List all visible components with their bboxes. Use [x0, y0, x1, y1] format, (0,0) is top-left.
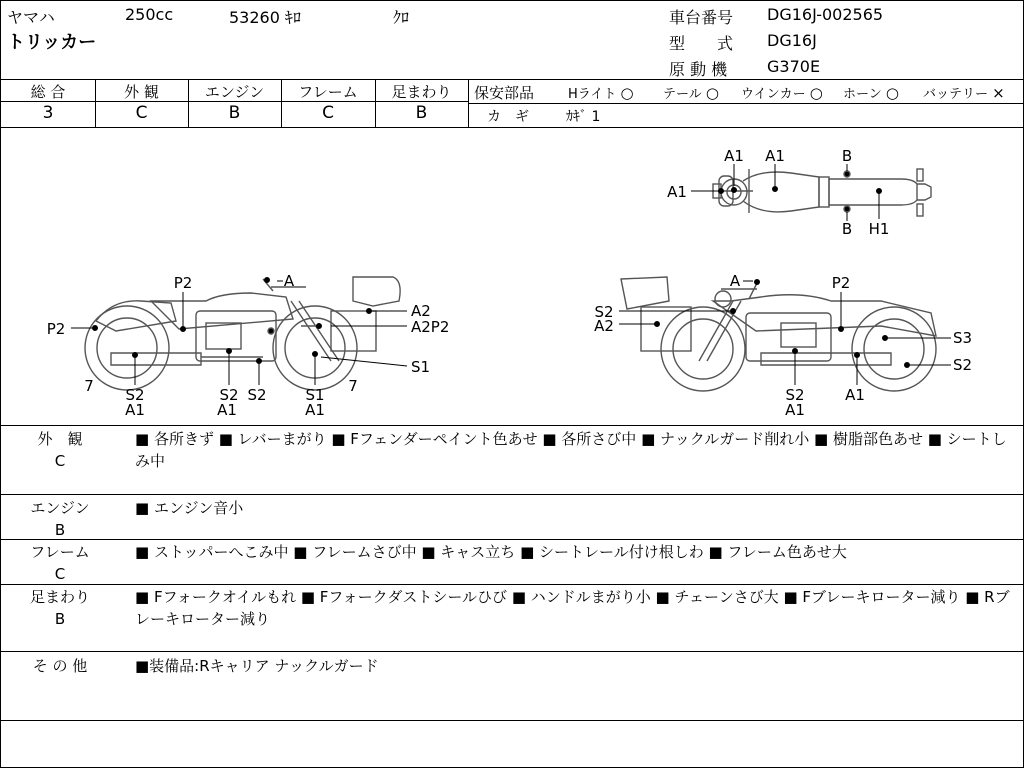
grade-frame-value: C: [322, 103, 334, 123]
damage-label: S2: [219, 386, 239, 404]
section-suspension-label: 足まわり B: [29, 588, 90, 628]
damage-label: P2: [831, 274, 851, 292]
safety-horn: ホーン ○: [843, 84, 899, 102]
damage-label: A2: [594, 317, 614, 335]
damage-label: A1: [785, 401, 805, 419]
section-other-label: そ の 他: [32, 657, 88, 675]
safety-winker: ウインカー ○: [741, 84, 823, 102]
divider: [1, 584, 1023, 585]
damage-label: A: [729, 272, 741, 290]
damage-label: B: [841, 220, 853, 238]
bike-left-view: [85, 277, 400, 390]
damage-label: A2P2: [411, 318, 450, 336]
divider: [468, 103, 1023, 104]
damage-label: S1: [305, 386, 325, 404]
mileage: 53260 ｷﾛ: [229, 8, 301, 27]
frame-no-label: 車台番号: [669, 8, 734, 27]
section-engine-label: エンジン B: [30, 499, 90, 539]
grade-exterior-value: C: [135, 103, 148, 123]
key-label: カ ギ: [487, 109, 529, 125]
damage-label: A1: [125, 401, 145, 419]
damage-label: A1: [724, 147, 744, 165]
damage-label: P2: [46, 320, 66, 338]
bike-right-view: [621, 277, 936, 391]
damage-label: A1: [217, 401, 237, 419]
damage-label: S3: [953, 329, 973, 347]
maker: ヤマハ: [7, 8, 55, 27]
damage-label: A1: [845, 386, 865, 404]
grade-engine-label: エンジン: [204, 83, 265, 101]
grade-overall-label: 総 合: [30, 83, 66, 101]
damage-label: S2: [785, 386, 805, 404]
damage-label: S2: [953, 356, 973, 374]
damage-label: A1: [765, 147, 785, 165]
damage-label: 7: [348, 377, 358, 395]
divider: [1, 494, 1023, 495]
damage-label: A1: [667, 183, 687, 201]
section-frame-label: フレーム C: [30, 543, 90, 583]
divider: [1, 539, 1023, 540]
damage-label: S1: [411, 358, 431, 376]
grade-suspension-label: 足まわり: [391, 83, 452, 101]
safety-label: 保安部品: [474, 84, 535, 102]
grade-engine-value: B: [228, 103, 241, 123]
section-exterior-text: ■ 各所きず ■ レバーまがり ■ Fフェンダーペイント色あせ ■ 各所さび中 ■ ナックルガード削れ小 ■ 樹脂部色あせ ■ シートしみ中: [135, 430, 1007, 470]
damage-label: P2: [173, 274, 193, 292]
divider: [1, 720, 1023, 721]
divider: [1, 79, 1023, 80]
damage-diagram: [1, 128, 1023, 425]
grade-frame-label: フレーム: [298, 83, 358, 101]
bike-top-view: [713, 169, 931, 216]
divider: [1, 651, 1023, 652]
damage-label: S2: [125, 386, 145, 404]
damage-label: B: [841, 147, 853, 165]
damage-label: H1: [868, 220, 890, 238]
section-frame-text: ■ ストッパーへこみ中 ■ フレームさび中 ■ キャス立ち ■ シートレール付け根しわ ■ フレーム色あせ大: [135, 543, 847, 561]
damage-label: A1: [305, 401, 325, 419]
safety-battery: バッテリー ×: [923, 84, 1005, 102]
type-label: 型 式: [669, 34, 734, 53]
frame-no: DG16J-002565: [767, 5, 884, 24]
engine-value: G370E: [767, 57, 821, 76]
damage-label: S2: [247, 386, 267, 404]
section-other-text: ■装備品:Rキャリア ナックルガード: [135, 657, 379, 675]
grade-overall-value: 3: [42, 103, 54, 123]
displacement: 250cc: [125, 5, 174, 24]
body-color: ｸﾛ: [393, 8, 410, 27]
divider: [1, 425, 1023, 426]
damage-label: 7: [84, 377, 94, 395]
engine-label: 原 動 機: [669, 60, 728, 79]
section-engine-text: ■ エンジン音小: [135, 499, 244, 517]
grade-exterior-label: 外 観: [124, 83, 159, 101]
key-value: ｶｷﾞ 1: [566, 109, 601, 125]
safety-tail: テール ○: [663, 84, 719, 102]
damage-label: A2: [411, 302, 431, 320]
damage-label: A: [283, 272, 295, 290]
model-name: トリッカー: [7, 32, 97, 53]
section-exterior-label: 外 観 C: [37, 430, 83, 470]
damage-label: S2: [594, 303, 614, 321]
grade-suspension-value: B: [415, 103, 428, 123]
section-suspension-text: ■ Fフォークオイルもれ ■ Fフォークダストシールひび ■ ハンドルまがり小 ■ チェーンさび大 ■ Fブレーキローター減り ■ Rブレーキローター減り: [135, 588, 1010, 628]
type-value: DG16J: [767, 31, 817, 50]
safety-headlight: Hライト ○: [568, 84, 634, 102]
